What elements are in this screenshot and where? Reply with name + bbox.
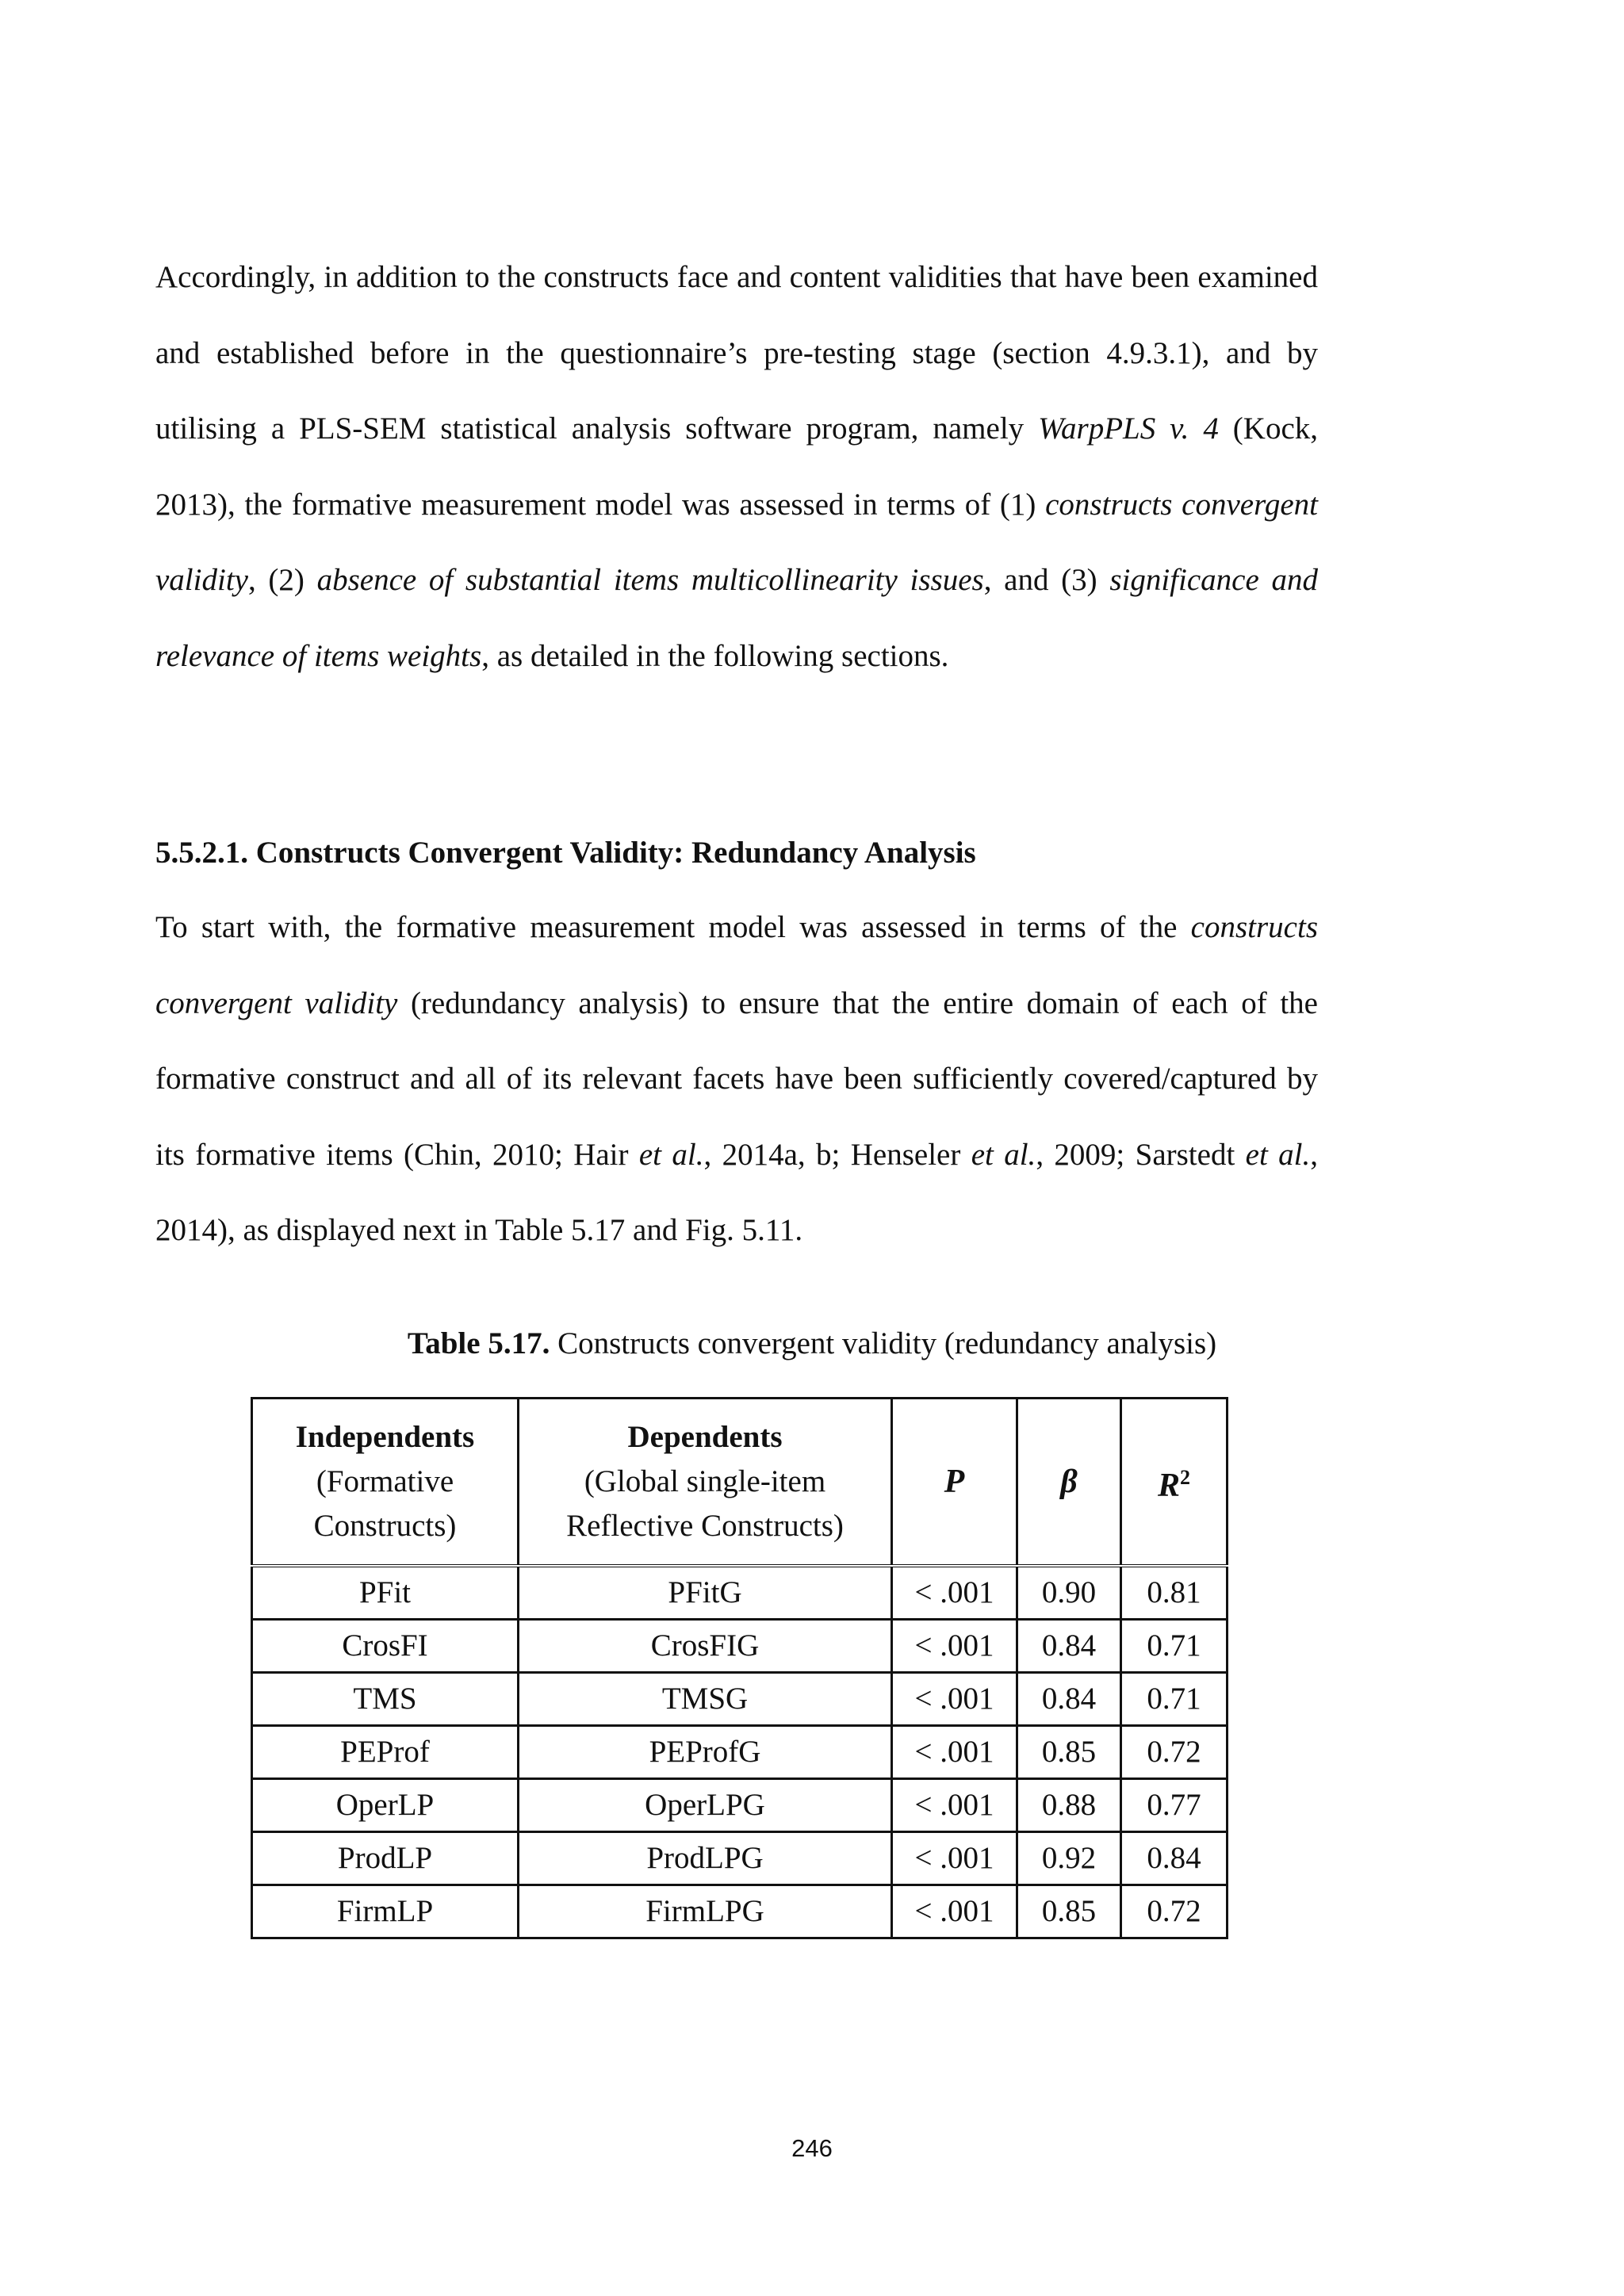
section-heading: 5.5.2.1. Constructs Convergent Validity: Redundancy Analysis	[155, 836, 976, 870]
cell-independent: TMS	[252, 1673, 519, 1726]
table-row	[252, 1673, 1228, 1726]
body-paragraph-1	[155, 239, 1318, 694]
cell-p-value: < .001	[892, 1726, 1017, 1779]
cell-independent: PEProf	[252, 1726, 519, 1779]
cell-r-squared: 0.84	[1121, 1832, 1228, 1885]
header-subtitle: (Global single-item	[584, 1464, 826, 1498]
cell-p-value: < .001	[892, 1779, 1017, 1832]
cell-r-squared: 0.72	[1121, 1726, 1228, 1779]
header-dependents	[519, 1399, 892, 1567]
body-paragraph-2	[155, 890, 1318, 1269]
table-row	[252, 1566, 1228, 1620]
criterion-2: absence of substantial items multicollinearity issues	[316, 563, 984, 597]
header-r-superscript: 2	[1180, 1466, 1190, 1489]
software-name: WarpPLS v. 4	[1038, 411, 1219, 446]
paragraph-text: , and (3)	[983, 563, 1110, 597]
cell-dependent: TMSG	[519, 1673, 892, 1726]
header-subtitle: Constructs)	[313, 1509, 457, 1543]
et-al: et al.	[1245, 1137, 1311, 1172]
page-number: 246	[791, 2134, 833, 2162]
table-container	[251, 1397, 1228, 1939]
table-header-row	[252, 1399, 1228, 1567]
paragraph-text: , 2014a, b; Henseler	[703, 1137, 971, 1172]
cell-beta: 0.85	[1017, 1885, 1121, 1938]
table-body	[252, 1566, 1228, 1938]
table-row	[252, 1726, 1228, 1779]
cell-dependent: PFitG	[519, 1566, 892, 1620]
table-caption-text: Constructs convergent validity (redundancy analysis)	[550, 1326, 1217, 1360]
paragraph-text: , as detailed in the following sections.	[481, 638, 949, 673]
cell-independent: OperLP	[252, 1779, 519, 1832]
header-r: R	[1157, 1468, 1180, 1504]
cell-dependent: CrosFIG	[519, 1620, 892, 1673]
header-subtitle: (Formative	[316, 1464, 454, 1498]
cell-p-value: < .001	[892, 1673, 1017, 1726]
cell-independent: CrosFI	[252, 1620, 519, 1673]
convergent-validity-table	[251, 1397, 1228, 1939]
paragraph-text: , 2009; Sarstedt	[1036, 1137, 1246, 1172]
cell-independent: PFit	[252, 1566, 519, 1620]
paragraph-text: , 2014), as displayed next in Table 5.17 and Fig. 5.11.	[155, 1137, 1319, 1247]
cell-independent: FirmLP	[252, 1885, 519, 1938]
header-subtitle: Reflective Constructs)	[566, 1509, 844, 1543]
cell-r-squared: 0.77	[1121, 1779, 1228, 1832]
cell-dependent: ProdLPG	[519, 1832, 892, 1885]
table-row	[252, 1832, 1228, 1885]
table-row	[252, 1779, 1228, 1832]
paragraph-text: To start with, the formative measurement model was assessed in terms of the	[155, 910, 1191, 944]
cell-r-squared: 0.72	[1121, 1885, 1228, 1938]
cell-beta: 0.88	[1017, 1779, 1121, 1832]
criterion-1: constructs convergent validity	[155, 487, 1318, 597]
cell-dependent: FirmLPG	[519, 1885, 892, 1938]
header-independents	[252, 1399, 519, 1567]
cell-p-value: < .001	[892, 1566, 1017, 1620]
et-al: et al.	[638, 1137, 704, 1172]
header-r-squared	[1121, 1399, 1228, 1567]
paragraph-text: , (2)	[247, 563, 317, 597]
criterion-3: significance and relevance of items weights	[155, 563, 1318, 673]
cell-dependent: PEProfG	[519, 1726, 892, 1779]
cell-beta: 0.92	[1017, 1832, 1121, 1885]
table-row	[252, 1885, 1228, 1938]
cell-beta: 0.90	[1017, 1566, 1121, 1620]
paragraph-text: (Kock, 2013), the formative measurement model was assessed in terms of (1)	[155, 411, 1319, 522]
header-p: P	[892, 1399, 1017, 1567]
cell-beta: 0.85	[1017, 1726, 1121, 1779]
table-caption	[0, 1326, 1624, 1361]
cell-p-value: < .001	[892, 1620, 1017, 1673]
cell-beta: 0.84	[1017, 1673, 1121, 1726]
cell-r-squared: 0.71	[1121, 1673, 1228, 1726]
cell-p-value: < .001	[892, 1832, 1017, 1885]
paragraph-text: (redundancy analysis) to ensure that the entire domain of each of the formative construct and all of its relevant facets have been sufficiently covered/captured by its formative items (Chin, 2010; Hair	[155, 985, 1318, 1172]
cell-p-value: < .001	[892, 1885, 1017, 1938]
header-beta: β	[1017, 1399, 1121, 1567]
emphasis-text: constructs convergent validity	[155, 910, 1318, 1020]
cell-beta: 0.84	[1017, 1620, 1121, 1673]
table-number: Table 5.17.	[407, 1326, 550, 1360]
header-title: Dependents	[627, 1420, 783, 1454]
cell-r-squared: 0.71	[1121, 1620, 1228, 1673]
cell-dependent: OperLPG	[519, 1779, 892, 1832]
table-row	[252, 1620, 1228, 1673]
et-al: et al.	[971, 1137, 1036, 1172]
paragraph-text: Accordingly, in addition to the constructs face and content validities that have been examined and established before in the questionnaire’s pre-testing stage (section 4.9.3.1), and by utilising a PLS-SEM statistical analysis software program, namely	[155, 260, 1318, 446]
header-title: Independents	[295, 1420, 475, 1454]
cell-independent: ProdLP	[252, 1832, 519, 1885]
cell-r-squared: 0.81	[1121, 1566, 1228, 1620]
